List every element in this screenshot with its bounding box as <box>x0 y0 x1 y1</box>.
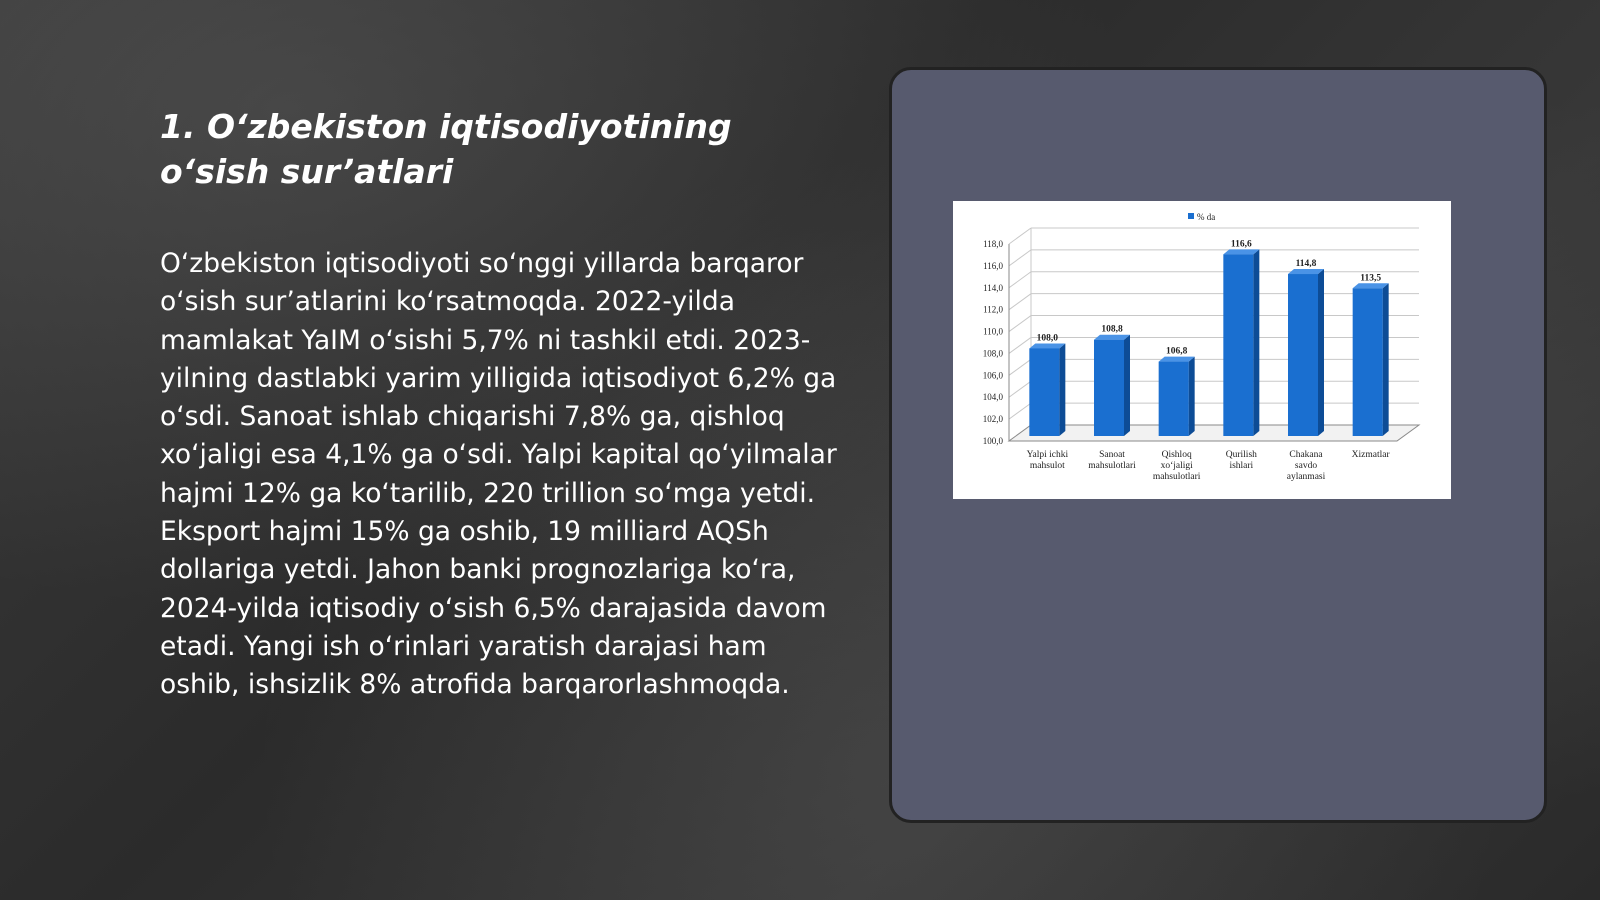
slide-title: 1. O‘zbekiston iqtisodiyotining o‘sish sur’atlari <box>160 107 732 191</box>
gridline-depth <box>1009 250 1031 266</box>
gridline-depth <box>1009 403 1031 419</box>
bar-top <box>1288 269 1324 274</box>
data-label: 116,6 <box>1230 239 1252 250</box>
x-category-label: aylanmasi <box>1286 472 1326 482</box>
gridline-depth <box>1009 381 1031 397</box>
y-tick-label: 114,0 <box>983 282 1003 293</box>
gridline-depth <box>1009 272 1031 288</box>
slide-body-text: O‘zbekiston iqtisodiyoti so‘nggi yillarda barqaror o‘sish sur’atlarini ko‘rsatmoqda. 2022-yilda mamlakat YaIM o‘sishi 5,7% ni tashkil etdi. 2023-yilning dastlabki yarim yilligida iqtisodiyot 6,2% ga o‘sdi. Sanoat ishlab chiqarishi 7,8% ga, qishloq xo‘jaligi esa 4,1% ga o‘sdi. Yalpi kapital qo‘yilmalar hajmi 12% ga ko‘tarilib, 220 trillion so‘mga yetdi. Eksport hajmi 15% ga oshib, 19 milliard AQSh dollariga yetdi. Jahon banki prognozlariga ko‘ra, 2024-yilda iqtisodiy o‘sish 6,5% darajasida davom etadi. Yangi ish o‘rinlari yaratish darajasi ham oshib, ishsizlik 8% atrofida barqarorlashmoqda. <box>160 248 837 701</box>
x-category-label: ishlari <box>1229 461 1254 471</box>
y-tick-label: 106,0 <box>982 370 1003 381</box>
bar-top <box>1353 283 1389 288</box>
bar <box>1223 254 1253 436</box>
bar-side <box>1124 335 1130 436</box>
y-tick-label: 118,0 <box>983 239 1003 249</box>
legend-swatch <box>1188 213 1194 219</box>
gridline-depth <box>1009 337 1031 353</box>
x-category-label: Chakana <box>1289 450 1323 460</box>
x-category-label: Qishloq <box>1161 450 1192 460</box>
bar-side <box>1318 269 1324 436</box>
bar-top <box>1094 335 1130 340</box>
x-category-label: mahsulotlari <box>1152 472 1201 482</box>
bar <box>1029 348 1059 436</box>
bar-side <box>1383 283 1389 436</box>
y-tick-label: 102,0 <box>982 414 1003 425</box>
chart-panel <box>889 67 1547 823</box>
y-tick-label: 112,0 <box>983 304 1003 315</box>
x-category-label: Yalpi ichki <box>1026 450 1069 460</box>
x-category-label: mahsulot <box>1029 461 1065 471</box>
bar-side <box>1253 249 1259 436</box>
data-label: 113,5 <box>1360 273 1382 284</box>
data-label: 108,8 <box>1101 324 1123 335</box>
bar <box>1159 362 1189 436</box>
y-tick-label: 116,0 <box>983 260 1003 271</box>
x-category-label: Xizmatlar <box>1351 450 1390 460</box>
gridline-depth <box>1009 294 1031 310</box>
x-category-label: xo‘jaligi <box>1160 461 1193 471</box>
y-tick-label: 100,0 <box>982 436 1003 446</box>
gridline-depth <box>1009 228 1031 244</box>
x-category-label: Sanoat <box>1099 450 1125 460</box>
data-label: 108,0 <box>1036 333 1059 344</box>
gridline-depth <box>1009 316 1031 332</box>
bar <box>1288 274 1318 436</box>
bar-top <box>1159 357 1195 362</box>
x-category-label: mahsulotlari <box>1088 461 1136 471</box>
bar <box>1353 288 1383 436</box>
x-category-label: savdo <box>1294 461 1318 471</box>
data-label: 106,8 <box>1165 346 1188 357</box>
bar-chart <box>953 201 1451 499</box>
bar-side <box>1189 357 1195 436</box>
bar-top <box>1223 249 1259 254</box>
y-tick-label: 104,0 <box>982 392 1003 403</box>
legend-label: % da <box>1197 212 1216 222</box>
data-label: 114,8 <box>1295 259 1317 270</box>
bar-side <box>1059 343 1065 436</box>
bar-top <box>1029 343 1065 348</box>
gridline-depth <box>1009 359 1031 375</box>
y-tick-label: 110,0 <box>983 326 1003 337</box>
x-category-label: Qurilish <box>1225 450 1257 460</box>
y-tick-label: 108,0 <box>982 348 1003 359</box>
chart-card <box>953 201 1451 499</box>
bar <box>1094 340 1124 436</box>
